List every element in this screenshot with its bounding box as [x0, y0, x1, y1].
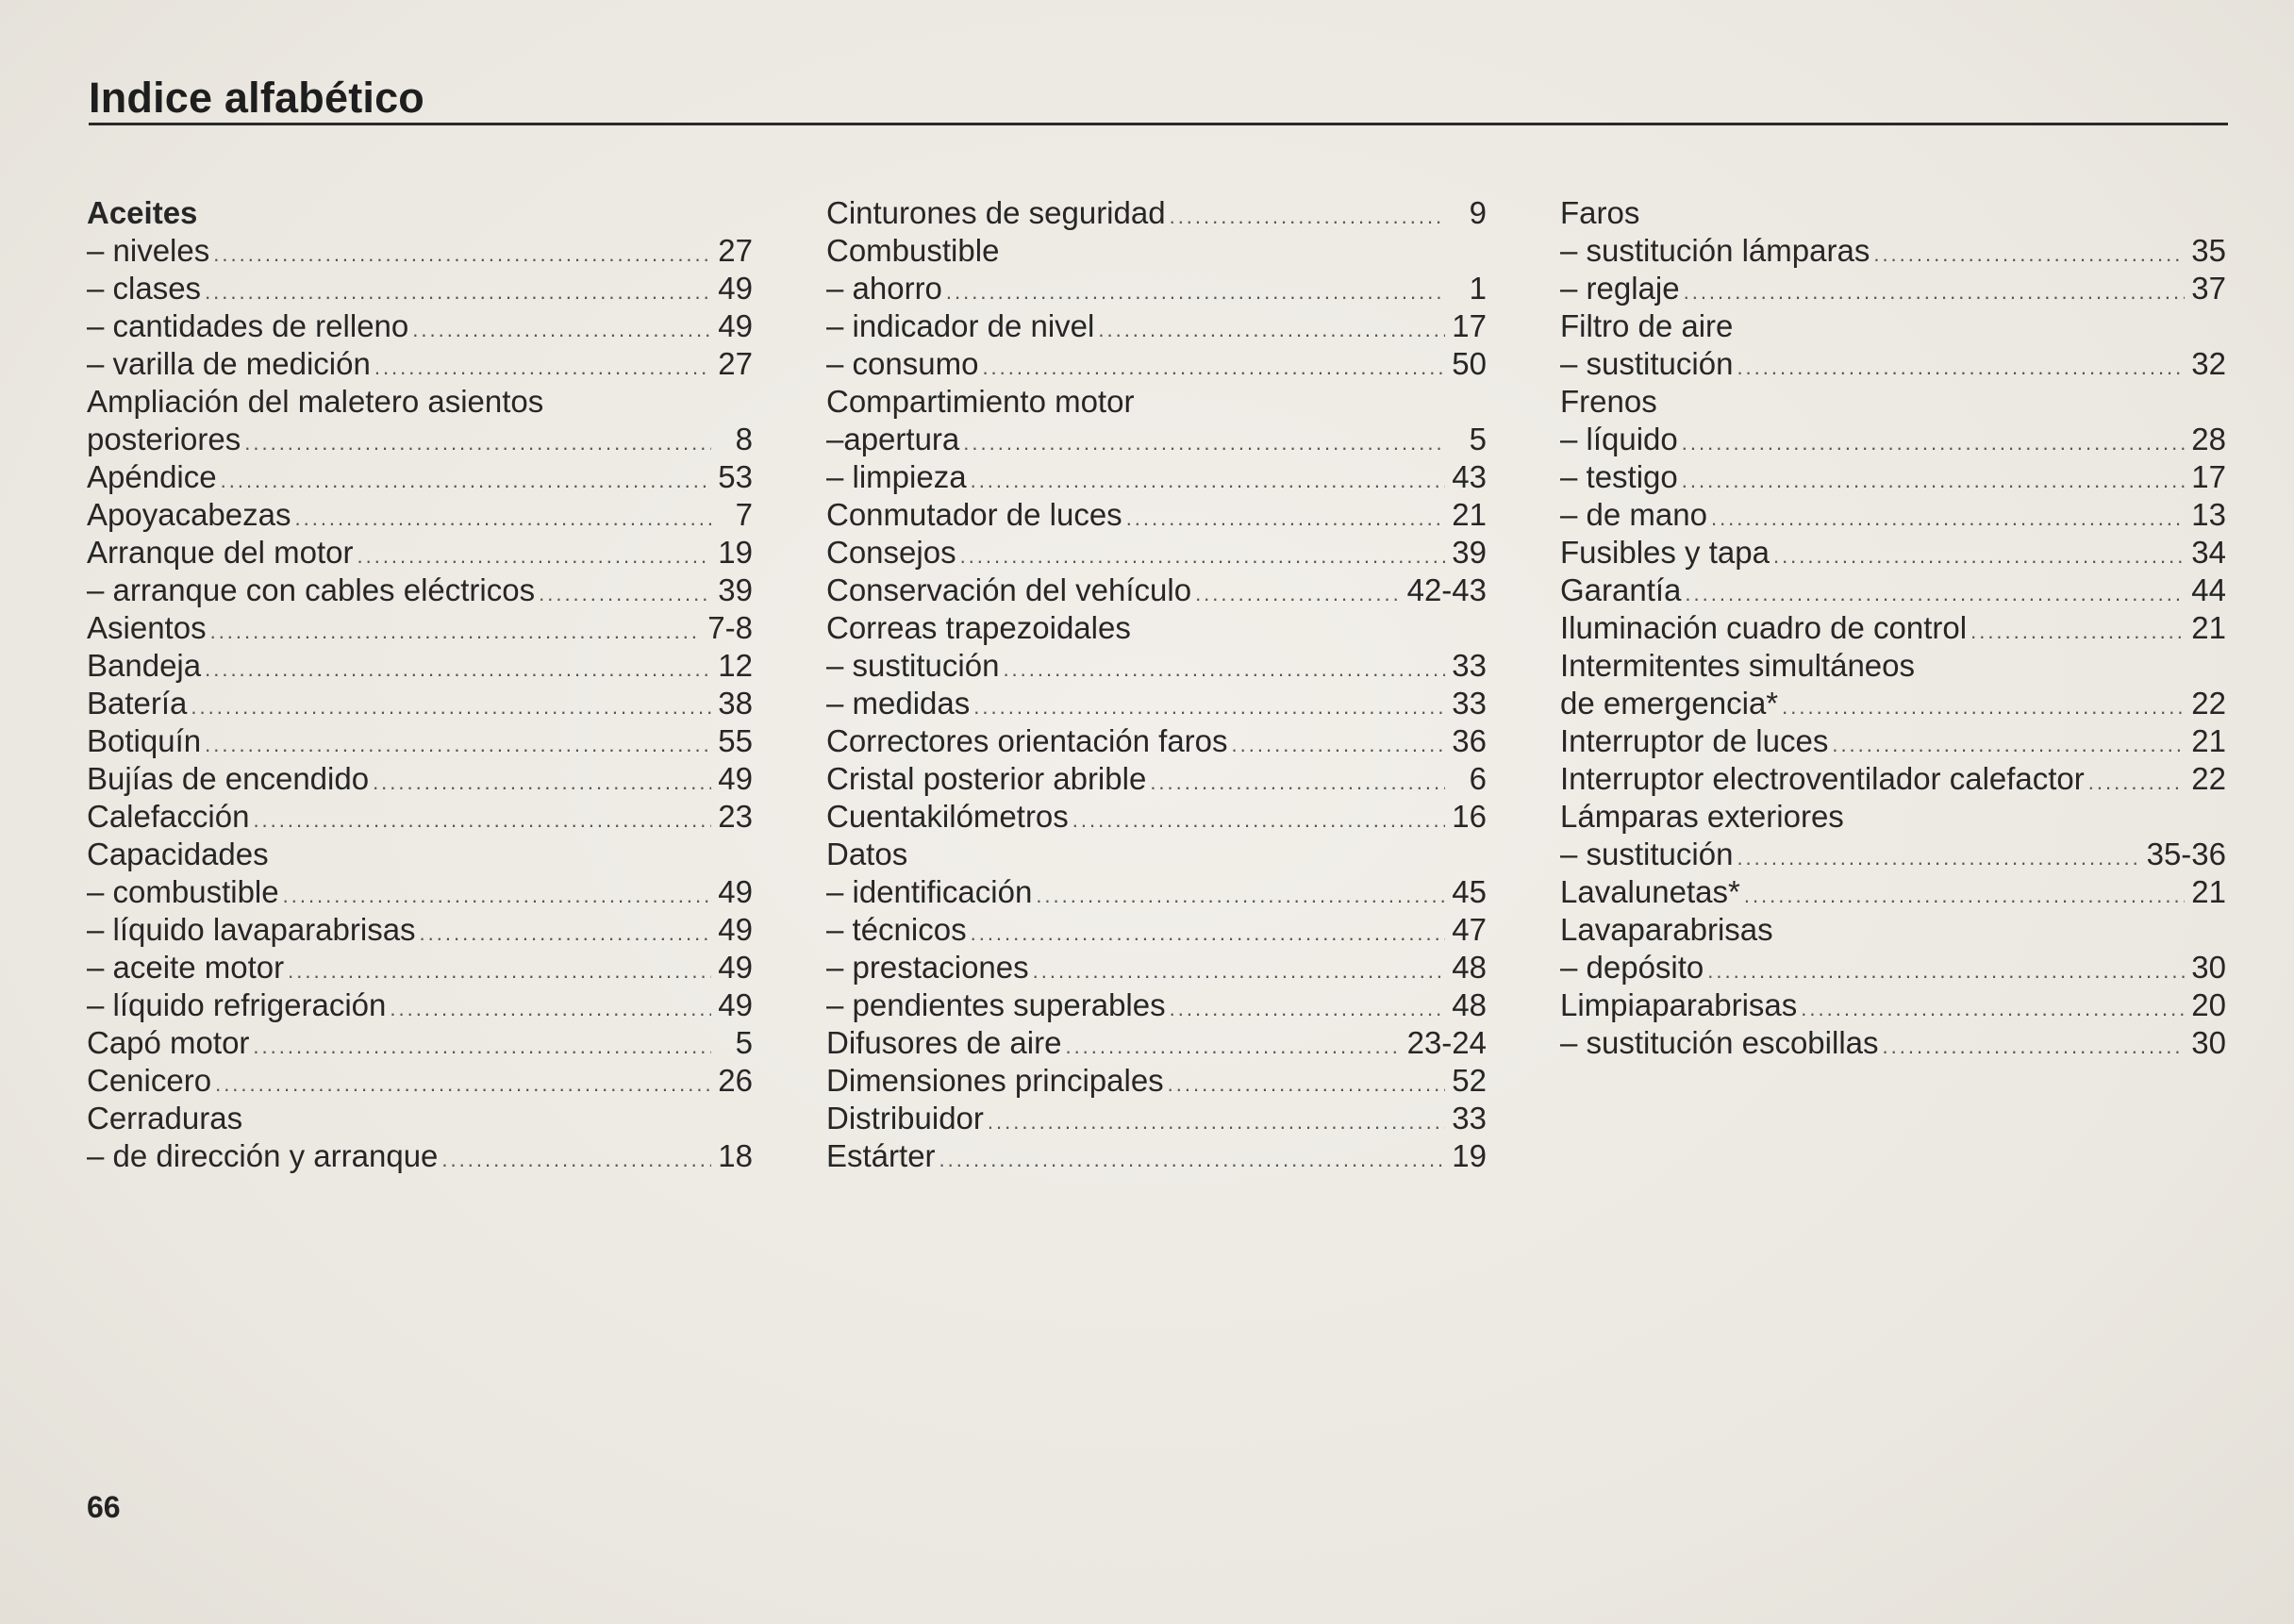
index-entry [1560, 194, 2226, 232]
index-entry-label: Limpiaparabrisas [1560, 987, 1798, 1022]
index-entry-page: 37 [2191, 271, 2226, 306]
index-entry [87, 685, 753, 722]
dot-leader [1195, 575, 1402, 613]
index-entry-page: 49 [718, 271, 753, 306]
index-entry [826, 345, 1487, 383]
index-entry [87, 458, 753, 496]
index-entry-page: 5 [1469, 422, 1487, 456]
index-entry-page: 18 [718, 1138, 753, 1173]
dot-leader [1737, 349, 2185, 387]
index-entry-label: Apoyacabezas [87, 497, 291, 532]
index-entry [1560, 685, 2226, 722]
dot-leader [1003, 651, 1445, 688]
index-entry [826, 609, 1487, 647]
index-entry [87, 873, 753, 911]
dot-leader [960, 538, 1445, 575]
index-entry [1560, 722, 2226, 760]
dot-leader [973, 688, 1445, 726]
index-entry [87, 307, 753, 345]
index-column-3 [1560, 194, 2226, 1062]
index-entry-label: – líquido refrigeración [87, 987, 387, 1022]
index-entry-label: – indicador de nivel [826, 308, 1095, 343]
index-entry-label: Fusibles y tapa [1560, 535, 1770, 570]
index-entry [87, 986, 753, 1024]
index-entry [87, 534, 753, 572]
index-entry-label: – arranque con cables eléctricos [87, 572, 536, 607]
index-entry-label: posteriores [87, 422, 241, 456]
index-entry [87, 1062, 753, 1100]
index-entry-label: Iluminación cuadro de control [1560, 610, 1968, 645]
dot-leader [1707, 953, 2185, 990]
index-entry-label: Correas trapezoidales [826, 610, 1131, 645]
dot-leader [253, 1028, 711, 1066]
dot-leader [982, 349, 1445, 387]
index-entry-label: Consejos [826, 535, 956, 570]
index-entry-label: – testigo [1560, 459, 1678, 494]
index-entry-page: 53 [718, 459, 753, 494]
index-entry-page: 35 [2191, 233, 2226, 268]
index-entry-label: Apéndice [87, 459, 217, 494]
index-entry [826, 685, 1487, 722]
index-entry-page: 49 [718, 761, 753, 796]
index-entry-label: Arranque del motor [87, 535, 354, 570]
index-entry [87, 760, 753, 798]
dot-leader [221, 462, 711, 500]
index-entry-label: Conservación del vehículo [826, 572, 1192, 607]
index-entry-page: 21 [2191, 874, 2226, 909]
index-entry [1560, 873, 2226, 911]
dot-leader [1883, 1028, 2185, 1066]
index-entry [826, 873, 1487, 911]
index-entry-label: – pendientes superables [826, 987, 1166, 1022]
index-entry-page: 22 [2191, 686, 2226, 721]
dot-leader [939, 1141, 1445, 1179]
dot-leader [971, 462, 1445, 500]
index-entry-label: Lámparas exteriores [1560, 799, 1844, 834]
dot-leader [1170, 198, 1445, 236]
index-entry-page: 50 [1452, 346, 1487, 381]
index-entry-page: 19 [1452, 1138, 1487, 1173]
index-entry [1560, 345, 2226, 383]
index-entry [87, 647, 753, 685]
index-entry [826, 911, 1487, 949]
index-entry [826, 798, 1487, 836]
dot-leader [971, 915, 1445, 953]
index-entry [87, 345, 753, 383]
index-entry-label: Cinturones de seguridad [826, 195, 1166, 230]
dot-leader [1065, 1028, 1401, 1066]
index-entry [87, 232, 753, 270]
dot-leader [191, 688, 711, 726]
index-entry-page: 6 [1469, 761, 1487, 796]
index-entry-page: 45 [1452, 874, 1487, 909]
index-entry-page: 8 [735, 422, 753, 456]
index-entry [87, 1100, 753, 1137]
dot-leader [253, 802, 711, 839]
dot-leader [988, 1103, 1445, 1141]
dot-leader [1711, 500, 2185, 538]
index-entry-page: 21 [1452, 497, 1487, 532]
dot-leader [1737, 839, 2140, 877]
index-entry-label: – sustitución lámparas [1560, 233, 1870, 268]
index-entry-label: – combustible [87, 874, 279, 909]
index-entry [1560, 232, 2226, 270]
index-entry-page: 52 [1452, 1063, 1487, 1098]
index-entry-label: Distribuidor [826, 1101, 984, 1135]
index-entry [1560, 383, 2226, 421]
index-column-2 [826, 194, 1487, 1175]
index-entry-label: – reglaje [1560, 271, 1680, 306]
index-entry-label: – limpieza [826, 459, 967, 494]
index-entry-page: 55 [718, 723, 753, 758]
index-entry [826, 307, 1487, 345]
index-entry-page: 30 [2191, 950, 2226, 985]
index-entry-label: – líquido [1560, 422, 1678, 456]
index-entry-label: – consumo [826, 346, 979, 381]
index-entry-label: – identificación [826, 874, 1033, 909]
index-entry [1560, 421, 2226, 458]
index-entry-label: Capó motor [87, 1025, 250, 1060]
index-entry [1560, 760, 2226, 798]
index-entry-label: – medidas [826, 686, 971, 721]
index-entry-page: 39 [1452, 535, 1487, 570]
dot-leader [1801, 990, 2185, 1028]
index-entry-label: – sustitución [1560, 837, 1734, 871]
index-entry [826, 458, 1487, 496]
index-entry [1560, 911, 2226, 949]
index-entry [87, 949, 753, 986]
dot-leader [539, 575, 711, 613]
index-entry-page: 5 [735, 1025, 753, 1060]
index-entry-label: – cantidades de relleno [87, 308, 409, 343]
index-entry [1560, 1024, 2226, 1062]
dot-leader [205, 273, 711, 311]
index-entry-label: Correctores orientación faros [826, 723, 1228, 758]
index-entry-label: – aceite motor [87, 950, 285, 985]
index-entry-page: 27 [718, 233, 753, 268]
dot-leader [420, 915, 711, 953]
index-entry-page: 20 [2191, 987, 2226, 1022]
index-entry [1560, 496, 2226, 534]
index-entry [1560, 609, 2226, 647]
index-entry-page: 23-24 [1406, 1025, 1487, 1060]
index-entry [826, 1062, 1487, 1100]
dot-leader [441, 1141, 711, 1179]
index-entry-page: 12 [718, 648, 753, 683]
dot-leader [1232, 726, 1445, 764]
title-rule [89, 123, 2228, 125]
index-entry-page: 17 [2191, 459, 2226, 494]
index-entry [826, 383, 1487, 421]
index-entry-page: 49 [718, 308, 753, 343]
index-entry-page: 21 [2191, 610, 2226, 645]
index-entry [87, 270, 753, 307]
index-entry [87, 722, 753, 760]
dot-leader [412, 311, 711, 349]
dot-leader [1682, 462, 2185, 500]
index-entry [826, 232, 1487, 270]
index-entry [87, 911, 753, 949]
index-entry-label: Calefacción [87, 799, 250, 834]
index-entry-page: 26 [718, 1063, 753, 1098]
index-entry-label: Asientos [87, 610, 207, 645]
index-entry [1560, 986, 2226, 1024]
index-entry-label: –apertura [826, 422, 960, 456]
dot-leader [1150, 764, 1445, 802]
dot-leader [283, 877, 711, 915]
index-entry-page: 49 [718, 987, 753, 1022]
index-entry-label: Dimensiones principales [826, 1063, 1164, 1098]
index-entry-page: 49 [718, 874, 753, 909]
dot-leader [1970, 613, 2185, 651]
dot-leader [1168, 1066, 1445, 1103]
index-entry-page: 49 [718, 950, 753, 985]
index-entry-label: – sustitución [1560, 346, 1734, 381]
index-entry [87, 383, 753, 421]
index-entry [1560, 949, 2226, 986]
index-entry-label: – depósito [1560, 950, 1704, 985]
index-entry-page: 35-36 [2146, 837, 2226, 871]
index-entry [826, 194, 1487, 232]
index-entry-label: Datos [826, 837, 908, 871]
index-entry-page: 9 [1469, 195, 1487, 230]
index-entry [87, 798, 753, 836]
index-entry-label: Capacidades [87, 837, 269, 871]
index-entry-label: Cristal posterior abrible [826, 761, 1147, 796]
index-entry-page: 48 [1452, 987, 1487, 1022]
index-entry [826, 1024, 1487, 1062]
index-entry-label: Intermitentes simultáneos [1560, 648, 1916, 683]
index-entry-label: – prestaciones [826, 950, 1029, 985]
index-entry-label: Frenos [1560, 384, 1657, 419]
index-entry-page: 23 [718, 799, 753, 834]
index-entry [87, 572, 753, 609]
index-entry-page: 36 [1452, 723, 1487, 758]
index-entry-page: 44 [2191, 572, 2226, 607]
index-entry [87, 194, 753, 232]
index-entry-page: 42-43 [1406, 572, 1487, 607]
index-entry [1560, 572, 2226, 609]
index-entry-label: Difusores de aire [826, 1025, 1062, 1060]
index-entry [1560, 534, 2226, 572]
index-entry-page: 33 [1452, 1101, 1487, 1135]
index-entry [87, 1024, 753, 1062]
index-entry [1560, 798, 2226, 836]
index-entry [826, 836, 1487, 873]
dot-leader [288, 953, 711, 990]
dot-leader [946, 273, 1445, 311]
dot-leader [1685, 575, 2185, 613]
dot-leader [1033, 953, 1445, 990]
index-entry-page: 33 [1452, 648, 1487, 683]
index-entry-page: 49 [718, 912, 753, 947]
index-entry-label: Ampliación del maletero asientos [87, 384, 544, 419]
index-entry-label: Batería [87, 686, 188, 721]
index-entry-page: 27 [718, 346, 753, 381]
index-entry [87, 836, 753, 873]
dot-leader [215, 1066, 711, 1103]
dot-leader [357, 538, 711, 575]
index-entry-label: Cerraduras [87, 1101, 243, 1135]
index-entry-label: Interruptor de luces [1560, 723, 1829, 758]
index-entry-page: 21 [2191, 723, 2226, 758]
index-entry-label: Compartimiento motor [826, 384, 1135, 419]
index-entry-label: Combustible [826, 233, 1000, 268]
index-entry-page: 17 [1452, 308, 1487, 343]
index-entry [87, 1137, 753, 1175]
dot-leader [1744, 877, 2185, 915]
index-entry [826, 760, 1487, 798]
dot-leader [244, 424, 711, 462]
dot-leader [1832, 726, 2185, 764]
index-entry-page: 34 [2191, 535, 2226, 570]
index-entry [826, 270, 1487, 307]
index-entry [826, 722, 1487, 760]
index-entry-label: Faros [1560, 195, 1640, 230]
index-entry-label: – varilla de medición [87, 346, 371, 381]
index-entry-label: Bujías de encendido [87, 761, 370, 796]
dot-leader [963, 424, 1445, 462]
dot-leader [1036, 877, 1445, 915]
index-entry-page: 38 [718, 686, 753, 721]
index-entry [1560, 836, 2226, 873]
index-entry [826, 1100, 1487, 1137]
dot-leader [1098, 311, 1445, 349]
index-entry [87, 609, 753, 647]
index-entry-page: 7 [735, 497, 753, 532]
dot-leader [1072, 802, 1445, 839]
index-entry [826, 949, 1487, 986]
index-entry-label: Conmutador de luces [826, 497, 1122, 532]
index-entry [1560, 458, 2226, 496]
index-entry-page: 48 [1452, 950, 1487, 985]
index-entry-page: 22 [2191, 761, 2226, 796]
index-entry-page: 43 [1452, 459, 1487, 494]
dot-leader [374, 349, 711, 387]
dot-leader [1782, 688, 2185, 726]
index-entry-label: Estárter [826, 1138, 936, 1173]
index-entry-page: 13 [2191, 497, 2226, 532]
dot-leader [2088, 764, 2185, 802]
dot-leader [1170, 990, 1445, 1028]
index-entry-label: – líquido lavaparabrisas [87, 912, 416, 947]
index-entry [826, 572, 1487, 609]
index-column-1 [87, 194, 753, 1175]
dot-leader [205, 726, 711, 764]
index-entry [1560, 647, 2226, 685]
dot-leader [1773, 538, 2185, 575]
dot-leader [213, 236, 711, 273]
page-number: 66 [87, 1490, 121, 1524]
index-entry [87, 496, 753, 534]
dot-leader [390, 990, 711, 1028]
index-entry-page: 28 [2191, 422, 2226, 456]
index-entry-label: – clases [87, 271, 202, 306]
dot-leader [1873, 236, 2185, 273]
index-entry-label: – niveles [87, 233, 210, 268]
index-entry [826, 421, 1487, 458]
index-entry-page: 16 [1452, 799, 1487, 834]
index-entry [826, 986, 1487, 1024]
index-entry-page: 19 [718, 535, 753, 570]
dot-leader [1682, 424, 2185, 462]
index-entry-page: 47 [1452, 912, 1487, 947]
index-entry-label: – sustitución [826, 648, 1000, 683]
index-entry-label: – de mano [1560, 497, 1707, 532]
dot-leader [373, 764, 711, 802]
index-entry-label: Lavaparabrisas [1560, 912, 1773, 947]
index-entry-page: 39 [718, 572, 753, 607]
dot-leader [1684, 273, 2185, 311]
index-entry-label: – técnicos [826, 912, 967, 947]
index-entry-label: de emergencia* [1560, 686, 1779, 721]
index-entry-label: Cuentakilómetros [826, 799, 1069, 834]
index-entry-label: Lavalunetas* [1560, 874, 1740, 909]
dot-leader [294, 500, 711, 538]
index-entry-page: 33 [1452, 686, 1487, 721]
index-entry-label: – de dirección y arranque [87, 1138, 439, 1173]
index-entry [87, 421, 753, 458]
index-entry [1560, 307, 2226, 345]
index-entry-page: 7-8 [707, 610, 753, 645]
page-title: Indice alfabético [89, 74, 424, 122]
index-entry-page: 30 [2191, 1025, 2226, 1060]
index-entry-label: Aceites [87, 195, 198, 230]
index-entry-page: 1 [1469, 271, 1487, 306]
index-entry [1560, 270, 2226, 307]
dot-leader [210, 613, 703, 651]
index-entry-label: Interruptor electroventilador calefactor [1560, 761, 2085, 796]
index-entry [826, 647, 1487, 685]
index-entry-label: – sustitución escobillas [1560, 1025, 1879, 1060]
index-entry-label: Filtro de aire [1560, 308, 1734, 343]
dot-leader [1126, 500, 1445, 538]
dot-leader [205, 651, 711, 688]
index-entry-label: – ahorro [826, 271, 942, 306]
index-entry [826, 534, 1487, 572]
index-entry-label: Cenicero [87, 1063, 212, 1098]
index-entry-page: 32 [2191, 346, 2226, 381]
index-entry [826, 496, 1487, 534]
index-entry [826, 1137, 1487, 1175]
index-entry-label: Bandeja [87, 648, 202, 683]
index-entry-label: Botiquín [87, 723, 202, 758]
index-entry-label: Garantía [1560, 572, 1682, 607]
